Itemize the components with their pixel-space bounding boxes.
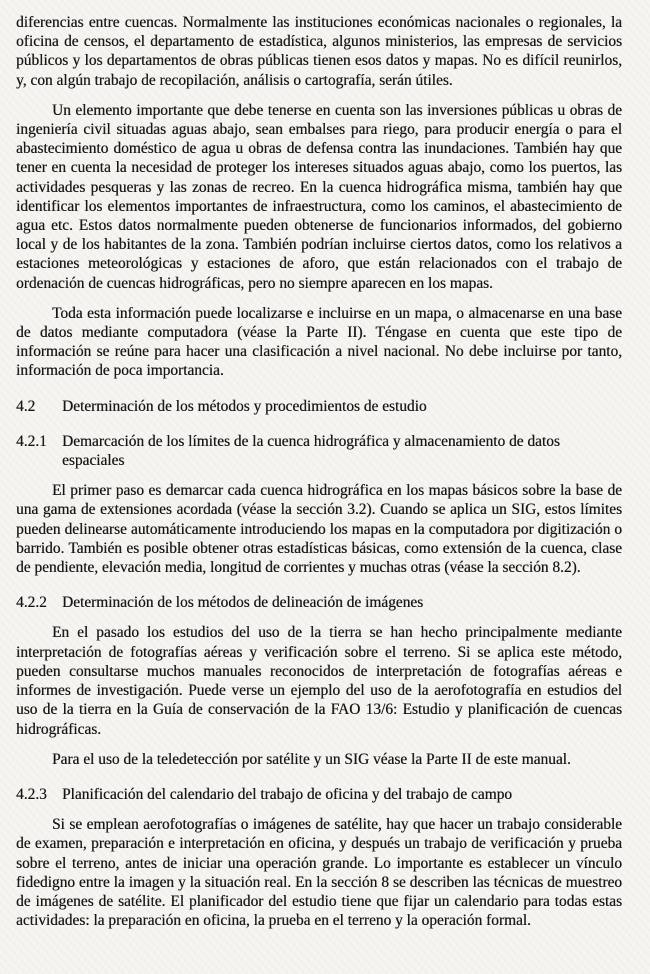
section-heading [16, 397, 622, 416]
section-title: Determinación de los métodos y procedimientos de estudio [62, 397, 427, 415]
paragraph: Si se emplean aerofotografías o imágenes de satélite, hay que hacer un trabajo considerable de examen, preparación e interpretación en oficina, y después un trabajo de verificación y prueba sobre el terreno, antes de iniciar una operación grande. Lo importante es establecer un vínculo fidedigno entre la imagen y la situación real. En la sección 8 se describen las técnicas de muestreo de imágenes de satélite. El planificador del estudio tiene que fijar un calendario para todas estas actividades: la preparación en oficina, la prueba en el terreno y la operación formal. [16, 816, 622, 930]
section-number: 4.2.2 [16, 594, 47, 612]
section-number: 4.2.3 [16, 785, 47, 803]
paragraph: diferencias entre cuencas. Normalmente las instituciones económicas nacionales o regionales, la oficina de censos, el departamento de estadística, algunos ministerios, las empresas de servicios públicos y los departamentos de obras públicas tienen esos datos y mapas. No es difícil reunirlos, y, con algún trabajo de recopilación, análisis o cartografía, serán útiles. [16, 14, 622, 89]
section-heading [16, 785, 622, 804]
paragraph: Para el uso de la teledetección por satélite y un SIG véase la Parte II de este manual. [52, 750, 571, 768]
section-number: 4.2 [16, 397, 36, 415]
section-title: Determinación de los métodos de delineación de imágenes [62, 594, 424, 612]
section-title: Demarcación de los límites de la cuenca hidrográfica y almacenamiento de datos espaciales [62, 432, 560, 470]
paragraph: Toda esta información puede localizarse e incluirse en un mapa, o almacenarse en una base de datos mediante computadora (véase la Parte II). Téngase en cuenta que este tipo de información se reúne para hacer una clasificación a nivel nacional. No debe incluirse por tanto, información de poca importancia. [16, 304, 622, 380]
section-heading [16, 593, 622, 612]
section-title: Planificación del calendario del trabajo de oficina y del trabajo de campo [62, 785, 512, 803]
paragraph: Un elemento importante que debe tenerse en cuenta son las inversiones públicas u obras de ingeniería civil situadas aguas abajo, sean embalses para riego, para producir energía o para el abastecimiento doméstico de agua u obras de defensa contra las inundaciones. También hay que tener en cuenta la necesidad de proteger los intereses situados aguas abajo, como los puertos, las actividades pesqueras y las zonas de recreo. En la cuenca hidrográfica misma, también hay que identificar los elementos importantes de infraestructura, como los caminos, el abastecimiento de agua etc. Estos datos normalmente pueden obtenerse de funcionarios informados, del gobierno local y de los habitantes de la zona. También podrían incluirse ciertos datos, como los relativos a estaciones meteorológicas y estaciones de aforo, que están relacionados con el trabajo de ordenación de cuencas hidrográficas, pero no siempre aparecen en los mapas. [16, 101, 622, 292]
paragraph: En el pasado los estudios del uso de la tierra se han hecho principalmente mediante interpretación de fotografías aéreas y verificación sobre el terreno. Si se aplica este método, pueden consultarse muchos manuales reconocidos de interpretación de fotografías aéreas e informes de investigación. Puede verse un ejemplo del uso de la aerofotografía en estudios del uso de la tierra en la Guía de conservación de la FAO 13/6: Estudio y planificación de cuencas hidrográficas. [16, 624, 622, 738]
paragraph: El primer paso es demarcar cada cuenca hidrográfica en los mapas básicos sobre la base de una gama de extensiones acordada (véase la sección 3.2). Cuando se aplica un SIG, estos límites pueden delinearse automáticamente introduciendo los mapas en la computadora por digitización o barrido. También es posible obtener otras estadísticas básicas, como extensión de la cuenca, clase de pendiente, elevación media, longitud de corrientes y muchas otras (véase la sección 8.2). [16, 482, 622, 577]
section-heading [16, 432, 622, 470]
section-number: 4.2.1 [16, 432, 47, 450]
